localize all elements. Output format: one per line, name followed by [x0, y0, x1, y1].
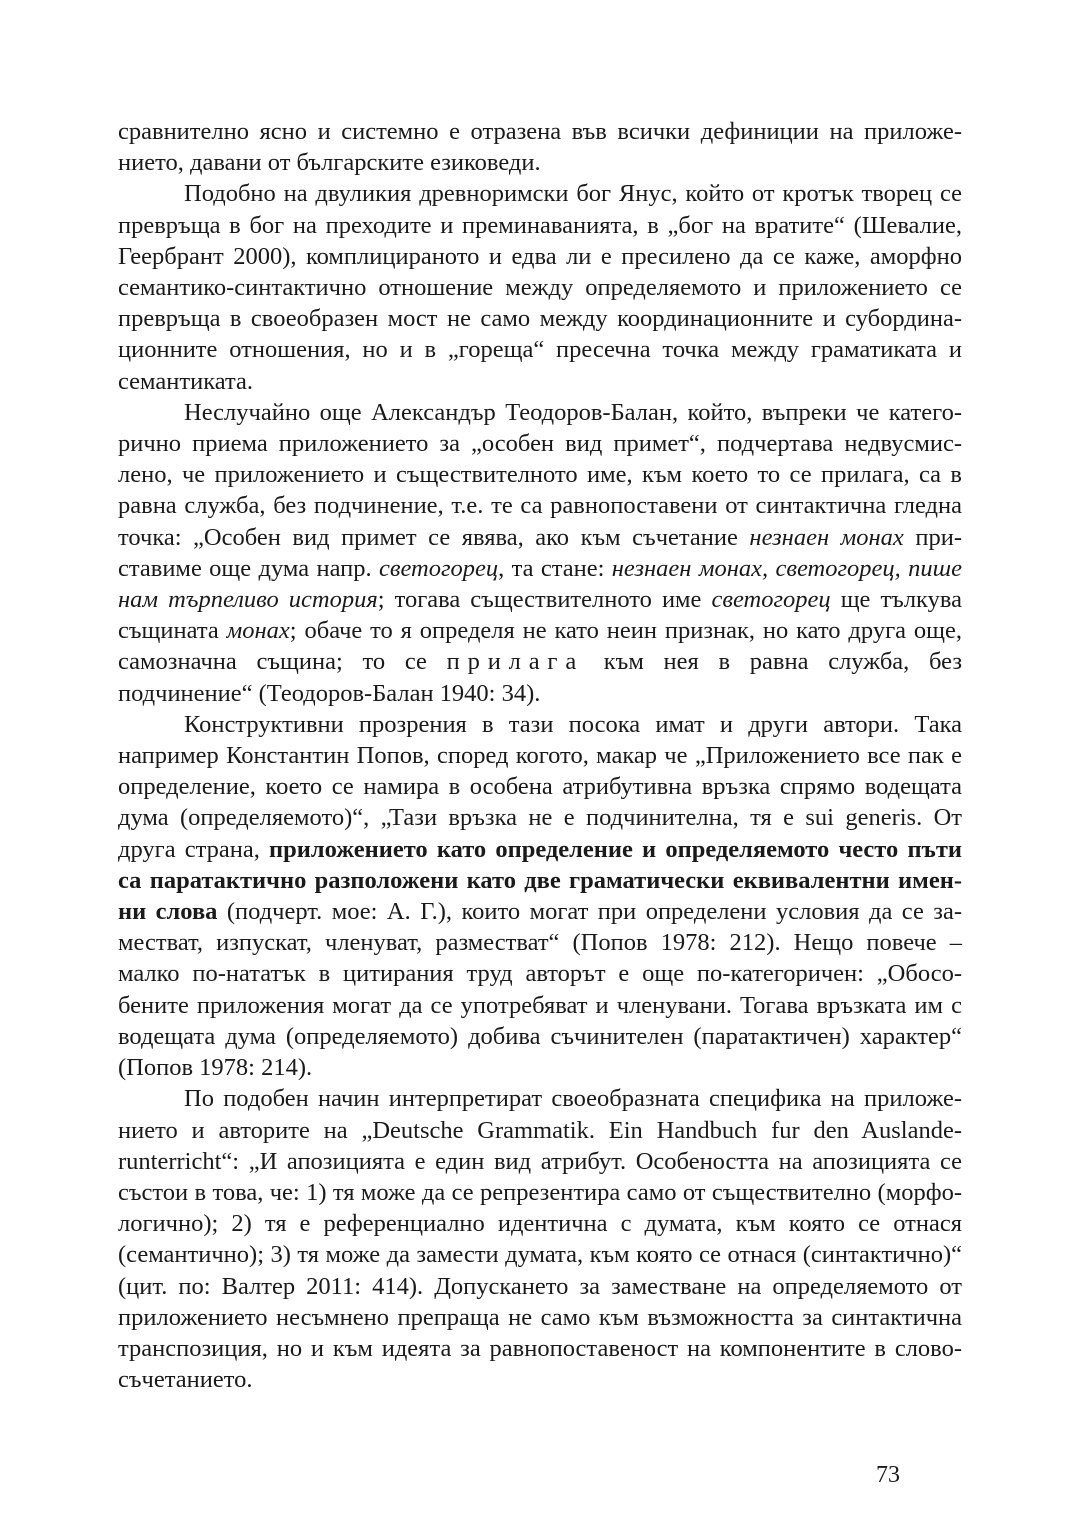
paragraph-3: [118, 397, 962, 709]
paragraph-3-text-2: приставиме още дума напр.: [118, 523, 962, 582]
page-number: 73: [876, 1462, 900, 1488]
paragraph-3-text-4: ; тогава съществителното име: [377, 586, 712, 614]
italic-example-2: светогорец: [378, 554, 499, 582]
page-body: [118, 116, 962, 1395]
paragraph-3-text-6: ; обаче то я определя не като неин признак, но като друга още, самозначна същина; то се: [118, 617, 962, 676]
paragraph-3-text-1: Неслучайно още Александър Теодоров-Балан, който, въпреки че категорично приема приложението за „особен вид примет“, подчертава недвусмислено, че приложението и съществителното име, към което то се прилага, са в равна служба, без подчинение, т.е. те са равнопоставени от синтактична гледна точка: „Особен вид примет се явява, ако към съчетание: [118, 398, 962, 551]
spaced-emphasis: прилага: [446, 648, 585, 676]
italic-example-1: незнаен монах: [749, 523, 904, 551]
paragraph-1-text: сравнително ясно и системно е отразена във всички дефиниции на приложението, давани от българските езиковеди.: [118, 118, 962, 177]
paragraph-3-text-7: към нея в равна служба, без подчинение“ (Теодоров-Балан 1940: 34).: [118, 648, 962, 707]
italic-example-4: светогорец: [711, 586, 831, 614]
paragraph-1: [118, 116, 962, 178]
paragraph-2: [118, 178, 962, 396]
paragraph-3-text-3: , та стане:: [498, 554, 612, 582]
paragraph-4: [118, 709, 962, 1083]
paragraph-2-text: Подобно на двуликия древноримски бог Янус, който от кротък творец се превръща в бог на преходите и преминаванията, в „бог на вратите“ (Шевалие, Геербрант 2000), комплицираното и едва ли е пресилено да се каже, аморфно семантико-синтактично отношение между определяемото и приложението се превръща в своеобразен мост не само между координационните и субординационните отношения, но и в „гореща“ пресечна точка между граматиката и семантиката.: [118, 180, 962, 395]
paragraph-5: [118, 1083, 962, 1395]
paragraph-4-text-2: (подчерт. мое: А. Г.), които могат при определени условия да се заместват, изпускат, членуват, разместват“ (Попов 1978: 212). Нещо повече – малко по-нататък в цитирания труд авторът е още по-категоричен: „Обособените приложения могат да се употребяват и членувани. Тогава връзката им с водещата дума (определяемото) добива съчинителен (паратактичен) характер“ (Попов 1978: 214).: [118, 898, 962, 1082]
italic-example-3: незнаен монах, светогорец, пише нам търпеливо история: [118, 554, 962, 614]
paragraph-4-text-1: Конструктивни прозрения в тази посока имат и други автори. Така например Константин Попов, според когото, макар че „Приложението все пак е определение, което се намира в особена атрибутивна връзка спрямо водещата дума (определяемото)“, „Тази връзка не е подчинителна, тя е sui generis. От друга страна,: [118, 710, 962, 863]
italic-example-5: монах: [226, 617, 290, 645]
paragraph-5-text: По подобен начин интерпретират своеобразната специфика на приложението и авторите на „Deutsche Grammatik. Ein Handbuch fur den Auslanderunterricht“: „И апозицията е един вид атрибут. Особеността на апозицията се състои в това, че: 1) тя може да се репрезентира само от съществително (морфологично); 2) тя е референциално идентична с думата, към която се отнася (семантично); 3) тя може да замести думата, към която се отнася (синтактично)“ (цит. по: Валтер 2011: 414). Допускането за заместване на определяемото от приложението несъмнено препраща не само към възможността за синтактична транспозиция, но и към идеята за равнопоставеност на компонентите в словосъчетанието.: [118, 1085, 962, 1394]
bold-emphasis: приложението като определение и определяемото често пъти са паратактично разположени като две граматически еквивалентни именни слова: [118, 835, 962, 926]
paragraph-3-text-5: ще тълкува същината: [118, 586, 962, 645]
